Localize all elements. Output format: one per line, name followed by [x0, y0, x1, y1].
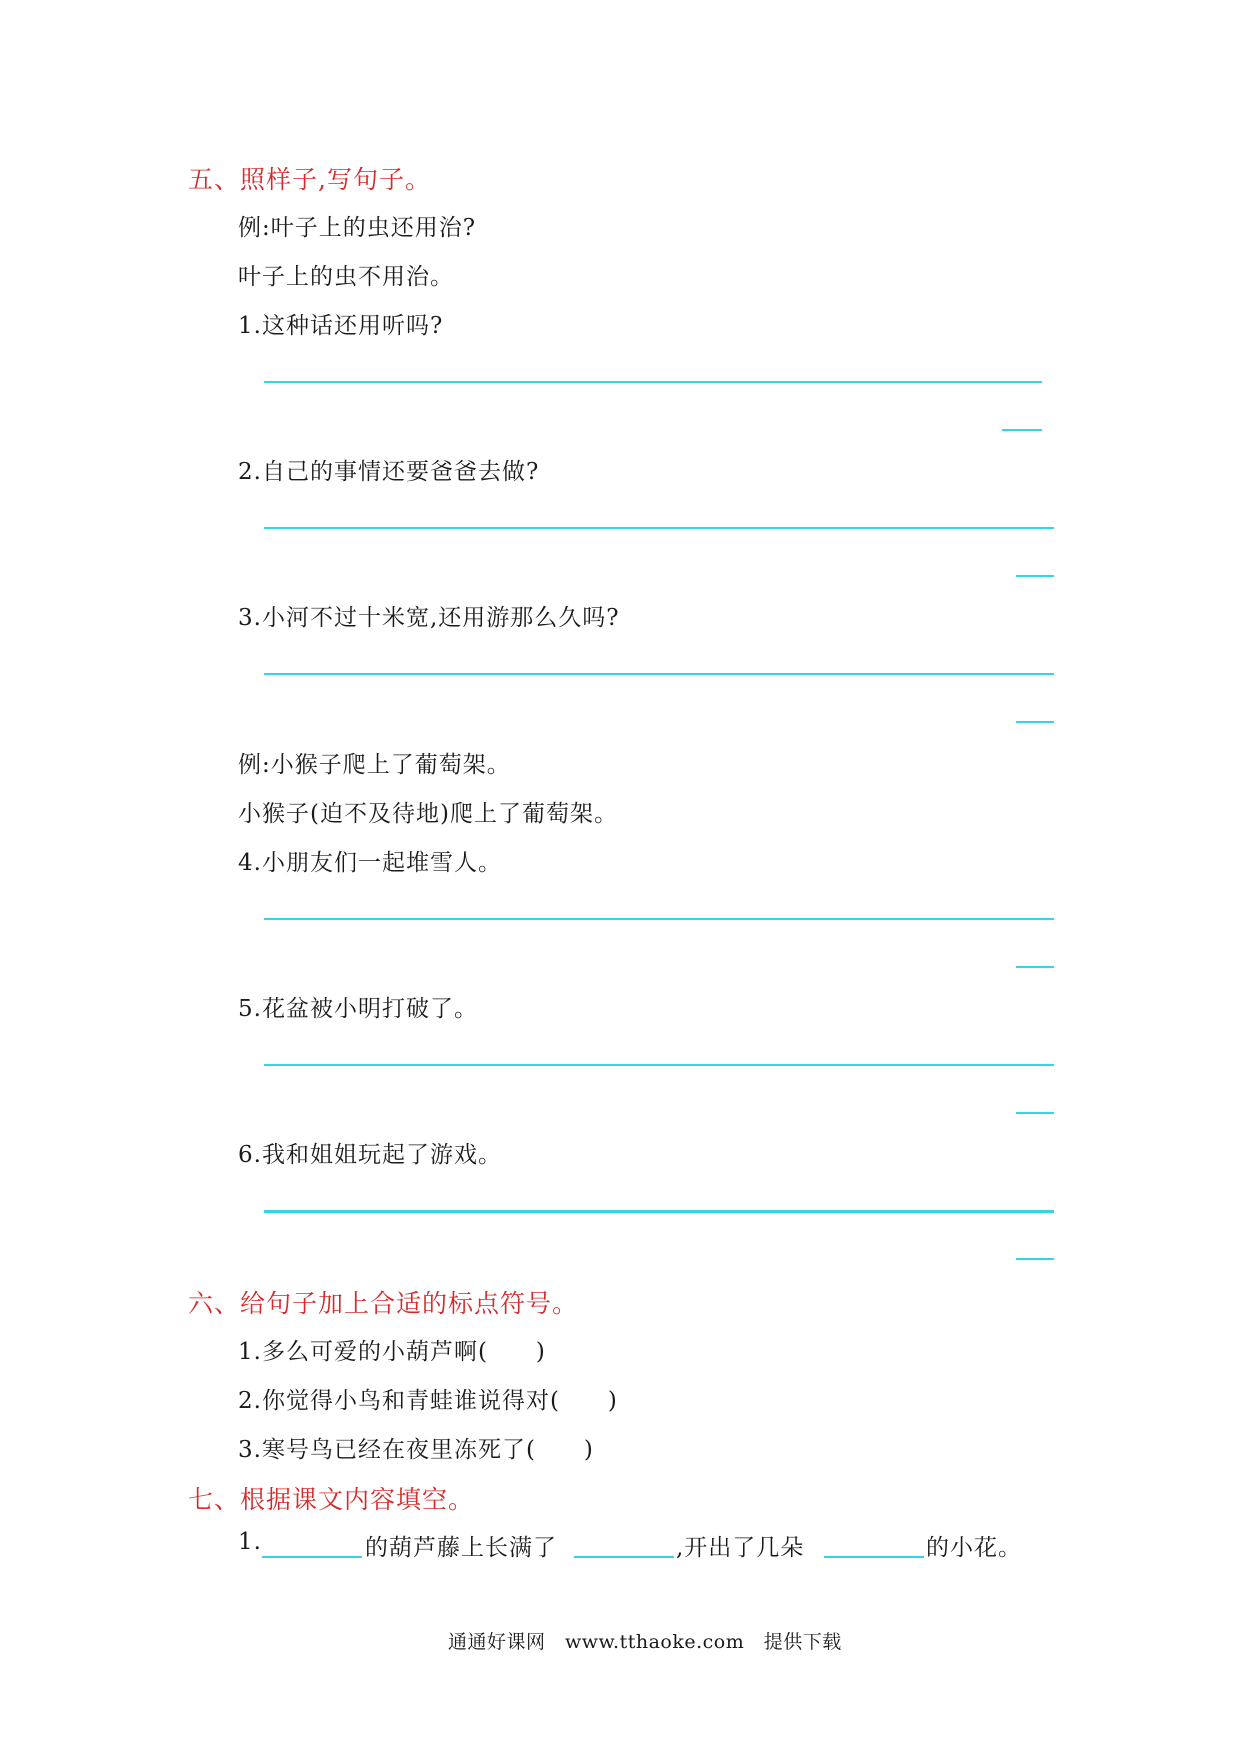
fill-blank-1[interactable]: [262, 1556, 362, 1558]
answer-line-3[interactable]: [264, 673, 1054, 675]
punctuation-item-2: 2.你觉得小鸟和青蛙谁说得对( ): [238, 1388, 618, 1414]
question-1: 1.这种话还用听吗?: [238, 313, 444, 339]
question-6: 6.我和姐姐玩起了游戏。: [238, 1142, 502, 1168]
fill-blank-3[interactable]: [824, 1556, 924, 1558]
answer-line-6-end[interactable]: [1016, 1258, 1054, 1260]
example-1-question: 例:叶子上的虫还用治?: [238, 215, 477, 241]
fill-item-1-number: 1.: [238, 1529, 262, 1555]
section-5-title: 五、照样子,写句子。: [188, 165, 431, 194]
answer-line-4-end[interactable]: [1016, 966, 1054, 968]
question-3: 3.小河不过十米宽,还用游那么久吗?: [238, 605, 620, 631]
footer-credit: 通通好课网 www.tthaoke.com 提供下载: [448, 1631, 842, 1653]
answer-line-4[interactable]: [264, 918, 1054, 920]
fill-item-1-part3: 的小花。: [926, 1535, 1022, 1561]
section-6-title: 六、给句子加上合适的标点符号。: [188, 1289, 579, 1318]
question-2: 2.自己的事情还要爸爸去做?: [238, 459, 540, 485]
answer-line-1-end[interactable]: [1002, 429, 1042, 431]
fill-blank-2[interactable]: [574, 1556, 674, 1558]
punctuation-item-3: 3.寒号鸟已经在夜里冻死了( ): [238, 1437, 594, 1463]
answer-line-5[interactable]: [264, 1064, 1054, 1066]
example-1-answer: 叶子上的虫不用治。: [238, 264, 454, 290]
example-2-expanded: 小猴子(迫不及待地)爬上了葡萄架。: [238, 801, 618, 827]
example-2-sentence: 例:小猴子爬上了葡萄架。: [238, 752, 511, 778]
section-7-title: 七、根据课文内容填空。: [188, 1485, 475, 1514]
question-4: 4.小朋友们一起堆雪人。: [238, 850, 502, 876]
answer-line-1[interactable]: [264, 381, 1042, 383]
fill-item-1-part1: 的葫芦藤上长满了: [365, 1535, 557, 1561]
answer-line-5-end[interactable]: [1016, 1112, 1054, 1114]
answer-line-3-end[interactable]: [1016, 721, 1054, 723]
answer-line-2[interactable]: [264, 527, 1054, 529]
fill-item-1-part2: ,开出了几朵: [676, 1535, 805, 1561]
punctuation-item-1: 1.多么可爱的小葫芦啊( ): [238, 1339, 546, 1365]
answer-line-2-end[interactable]: [1016, 575, 1054, 577]
question-5: 5.花盆被小明打破了。: [238, 996, 478, 1022]
answer-line-6[interactable]: [264, 1210, 1054, 1213]
